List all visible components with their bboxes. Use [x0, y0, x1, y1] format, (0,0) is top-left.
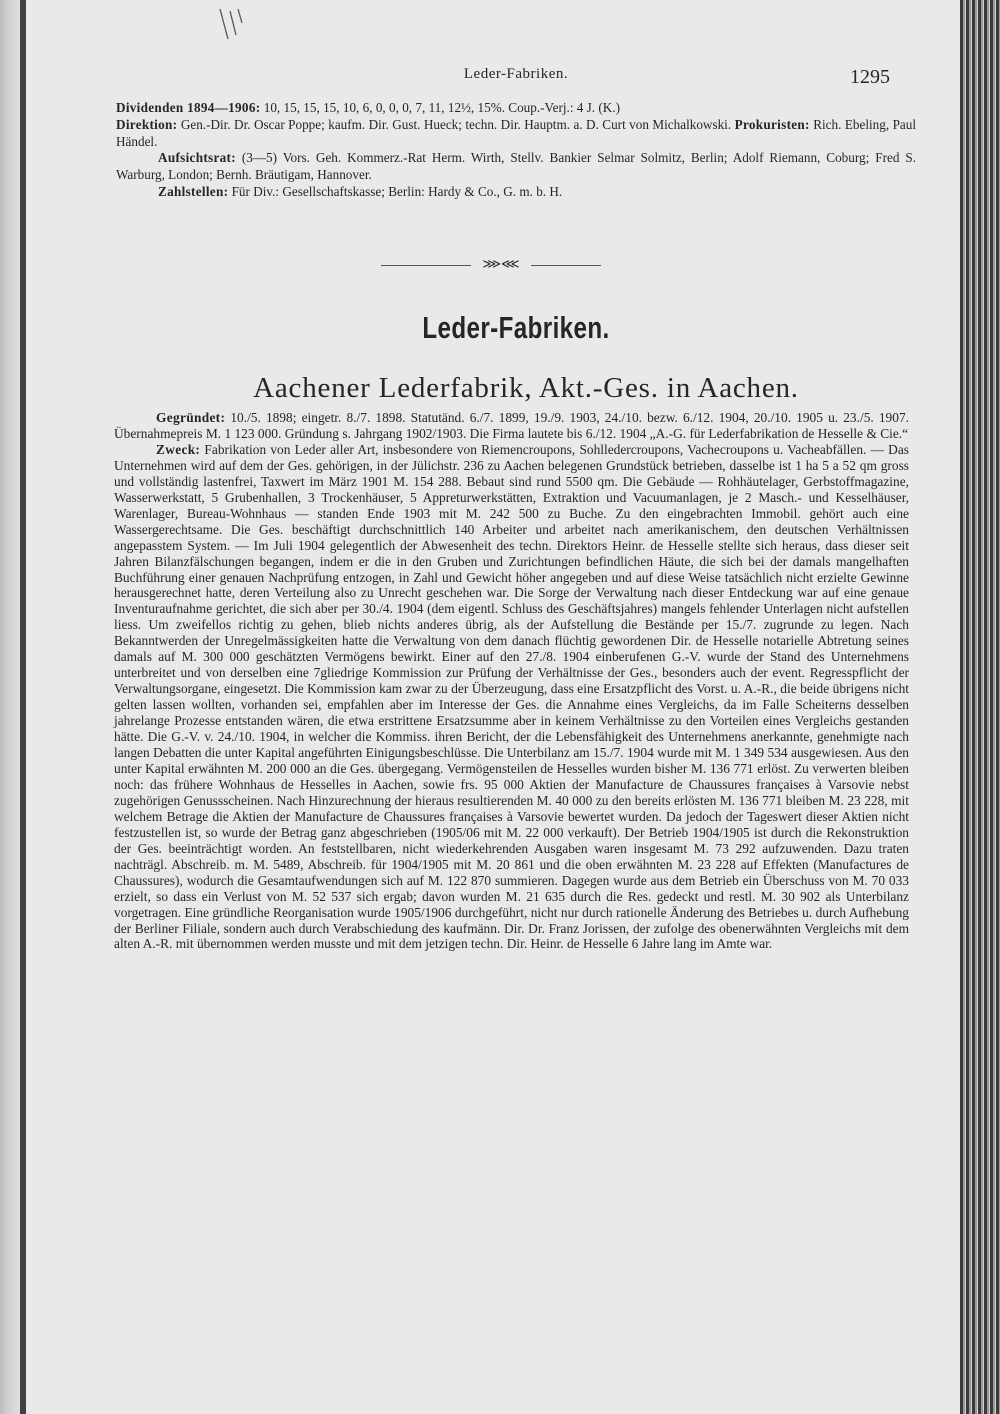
divider-ornament: ⋙⋘	[471, 256, 531, 272]
stacked-page-edges	[960, 0, 1000, 1414]
purpose-paragraph	[114, 442, 909, 953]
company-title: Aachener Lederfabrik, Akt.-Ges. in Aachen.	[253, 372, 799, 404]
pencil-mark-icon	[216, 5, 256, 45]
section-title: Leder-Fabriken.	[422, 310, 610, 345]
paying-agents-text: Für Div.: Gesellschaftskasse; Berlin: Hardy & Co., G. m. b. H.	[231, 183, 563, 199]
paying-agents-label: Zahlstellen:	[158, 183, 229, 199]
purpose-label: Zweck:	[156, 441, 201, 457]
company-entry	[114, 410, 909, 952]
directorate-label: Direktion:	[116, 116, 178, 132]
paying-agents-paragraph	[116, 184, 916, 201]
dividends-label: Dividenden 1894—1906:	[116, 100, 261, 115]
board-paragraph	[116, 150, 916, 184]
founded-label: Gegründet:	[156, 410, 226, 425]
adjacent-page-strip	[0, 0, 20, 1414]
directorate-paragraph	[116, 117, 916, 151]
running-head: Leder-Fabriken.	[463, 66, 569, 82]
dividends-paragraph	[116, 100, 916, 117]
directorate-text: Gen.-Dir. Dr. Oscar Poppe; kaufm. Dir. Gust. Hueck; techn. Dir. Hauptm. a. D. Curt von Michalkowski.	[180, 116, 732, 132]
book-page	[26, 0, 960, 1414]
page-number: 1295	[850, 66, 890, 88]
dividends-text: 10, 15, 15, 15, 10, 6, 0, 0, 0, 7, 11, 12½, 15%. Coup.-Verj.: 4 J. (K.)	[263, 100, 621, 115]
purpose-text: Fabrikation von Leder aller Art, insbesondere von Riemencroupons, Sohlledercroupons, Vachecroupons u. Vacheabfällen. — Das Unternehmen wird auf dem der Ges. gehörigen, in der Jülichstr. 236 zu Aachen belegenen Grundstück betrieben, dasselbe ist 1 ha 5 a 52 qm gross und vollständig lastenfrei, Taxwert im März 1901 M. 154 288. Bebaut sind rund 5500 qm. Die Gebäude — Rohhäutelager, Gerbstoffmagazine, Wasserwerkstatt, 5 Grubenhallen, 3 Trockenhäuser, 5 Appreturwerkstätten, Extraktion und Vacuumanlagen, je 2 Masch.- und Kesselhäuser, Warenlager, Bureau-Wohnhaus — standen Ende 1903 mit M. 242 500 zu Buche. Zu den eingebrachten Immobil. gehört auch eine Wassergerechtsame. Die Ges. beschäftigt durchschnittlich 140 Arbeiter und arbeitet nach amerikanischem, den deutschen Verhältnissen angepasstem System. — Im Juli 1904 gelegentlich der Abwesenheit des techn. Direktors Heinr. de Hesselle stellte sich heraus, dass dieser seit Jahren Bilanzfälschungen begangen, indem er die in den Gruben und Zurichtungen befindlichen Häute, die sich bei der damals mangelhaften Buchführung einer genauen Nachprüfung entzogen, in Zahl und Gewicht höher angegeben und auf diese Weise tatsächlich nicht erzielte Gewinne herausgerechnet hatte, deren Verteilung also zu Unrecht geschehen war. Die Sorge der Verwaltung nach dieser Entdeckung war auf eine genaue Inventuraufnahme gerichtet, die sich aber per 30./4. 1904 (dem eigentl. Schluss des Geschäftsjahres) mangels fehlender Unterlagen nicht aufstellen liess. Um zweifellos richtig zu gehen, blieb nichts anderes übrig, als der Aufstellung die Bestände per 15./7. zugrunde zu legen. Nach Bekanntwerden der Unregelmässigkeiten hatte die Verwaltung von dem danach flüchtig gewordenen Dir. de Hesselle notarielle Abtretung seines damals auf M. 300 000 geschätzten Vermögens bewirkt. Einer auf den 27./8. 1904 einberufenen G.-V. wurde der Stand des Unternehmens unterbreitet und von derselben eine 7gliedrige Kommission zur Prüfung der Verhältnisse der Ges., besonders auch der event. Regresspflicht der Verwaltungsorgane, eingesetzt. Die Kommission kam zwar zu der Überzeugung, dass eine Ersatzpflicht des Vorst. u. A.-R., die beide übrigens nicht gelten lassen wollten, vorhanden sei, empfahlen aber im Interesse der Ges. die Annahme eines Vergleichs, da im Falle Scheiterns desselben jahrelange Prozesse entstanden wären, die etwa erstrittene Ersatzsumme aber in keinem Verhältnisse zu den Vorteilen eines Vergleichs gestanden hätte. Die G.-V. v. 24./10. 1904, in welcher die Kommiss. ihren Bericht, der die Lebensfähigkeit des Unternehmens anerkannte, genehmigte nach langen Debatten die unter Kapital angeführten Einigungsbeschlüsse. Die Unterbilanz am 15./7. 1904 wurde mit M. 1 349 534 ausgewiesen. Aus den unter Kapital erwähnten M. 200 000 an die Ges. übergegang. Vermögensteilen de Hesselles wurden bisher M. 136 771 erlöst. Zu verwerten bleiben noch: das frühere Wohnhaus de Hesselles in Aachen, sowie frs. 95 000 Aktien der Manufacture de Chaussures françaises à Varsovie nebst zugehörigen Genussscheinen. Nach Hinzurechnung der hieraus resultierenden M. 40 000 zu den bereits erlösten M. 136 771 bleiben M. 23 228, mit welchem Betrage die Aktien der Manufacture de Chaussures françaises à Varsovie bewertet wurden. Da jedoch der Tageswert dieser Aktien nicht festzustellen ist, so wurde der Betrag ganz abgeschrieben (1905/06 mit M. 22 000 verkauft). Der Betrieb 1904/1905 ist durch die Rekonstruktion der Ges. beeinträchtigt worden. An feststellbaren, nicht wiederkehrenden Ausgaben waren insgesamt M. 73 292 aufzuwenden. Dazu traten nachträgl. Abschreib. m. M. 5489, Abschreib. für 1904/1905 mit M. 20 861 und die oben erwähnten M. 23 228 auf Effekten (Manufactures de Chaussures), wodurch die Gesamtaufwendungen sich auf M. 122 870 summieren. Dagegen wurde aus dem Betrieb ein Überschuss von M. 70 033 erzielt, so dass ein Verlust von M. 52 537 sich ergab; davon wurden M. 21 635 durch die Res. gedeckt und restl. M. 30 902 als Unterbilanz vorgetragen. Eine gründliche Reorganisation wurde 1905/1906 durchgeführt, nicht nur durch rationelle Änderung des Betriebes u. durch Aufhebung der Berliner Filiale, sondern auch durch Verabschiedung des kaufmänn. Dir. Dr. Franz Jorissen, der zufolge des obenerwähnten Vergleichs mit dem alten A.-R. mit übernommen werden musste und mit dem jetzigen techn. Dir. Heinr. de Hesselle 6 Jahre lang im Amte war.	[114, 441, 909, 952]
board-text: (3—5) Vors. Geh. Kommerz.-Rat Herm. Wirth, Stellv. Bankier Selmar Solmitz, Berlin; Adolf Riemann, Coburg; Fred S. Warburg, London; Bernh. Bräutigam, Hannover.	[116, 150, 917, 183]
board-label: Aufsichtsrat:	[158, 150, 236, 166]
founded-text: 10./5. 1898; eingetr. 8./7. 1898. Statutänd. 6./7. 1899, 19./9. 1903, 24./10. bezw. 6./12. 1904, 20./10. 1905 u. 23./5. 1907. Übernahmepreis M. 1 123 000. Gründung s. Jahrgang 1902/1903. Die Firma lautete bis 6./12. 1904 „A.-G. für Lederfabrikation de Hesselle & Cie.“	[114, 410, 909, 441]
previous-entry-tail	[116, 100, 916, 201]
procurists-text: Rich. Ebeling, Paul Händel.	[116, 116, 917, 149]
founded-paragraph	[114, 410, 909, 442]
procurists-label: Prokuristen:	[734, 116, 810, 132]
